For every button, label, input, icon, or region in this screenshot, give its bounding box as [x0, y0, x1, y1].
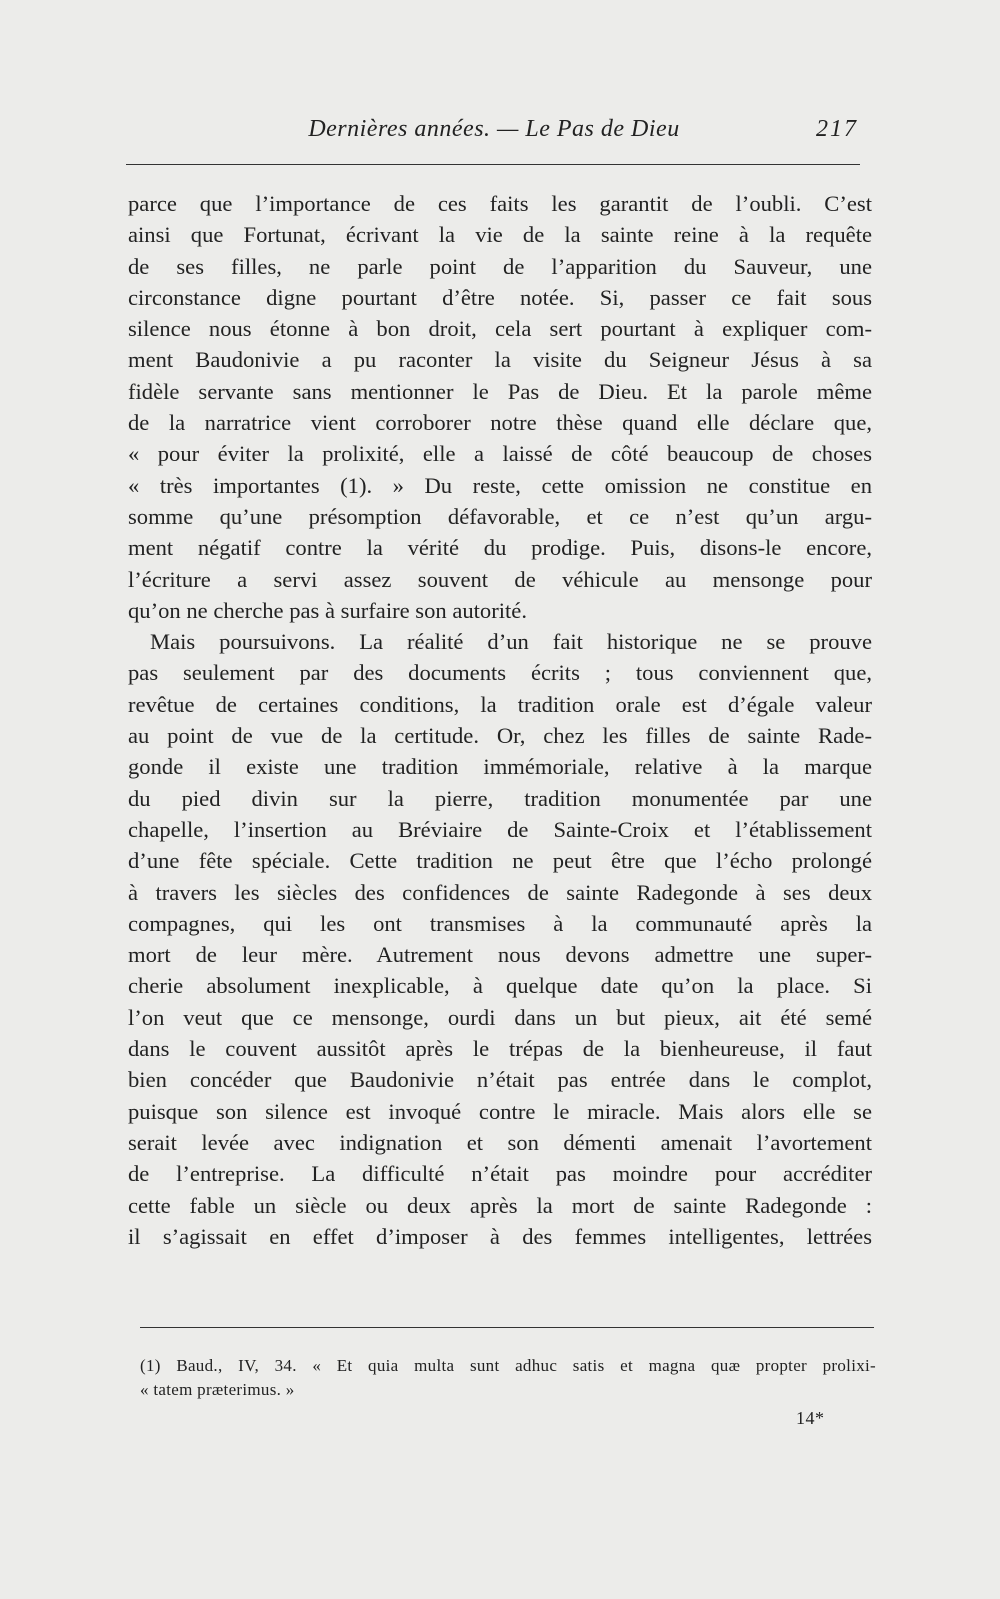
- text-line: dans le couvent aussitôt après le trépas de la bienheureuse, il faut: [128, 1036, 872, 1062]
- text-line: l’écriture a servi assez souvent de véhicule au mensonge pour: [128, 566, 872, 592]
- text-line: compagnes, qui les ont transmises à la communauté après la: [128, 910, 872, 936]
- header-rule: [126, 164, 860, 165]
- text-line: de l’entreprise. La difficulté n’était pas moindre pour accréditer: [128, 1161, 872, 1187]
- text-line: gonde il existe une tradition immémoriale, relative à la marque: [128, 754, 872, 780]
- text-line: cette fable un siècle ou deux après la mort de sainte Radegonde :: [128, 1192, 872, 1218]
- text-line: mort de leur mère. Autrement nous devons admettre une super-: [128, 942, 872, 968]
- text-line: cherie absolument inexplicable, à quelque date qu’on la place. Si: [128, 973, 872, 999]
- text-line: ment négatif contre la vérité du prodige. Puis, disons-le encore,: [128, 535, 872, 561]
- body-text: [128, 188, 872, 1252]
- text-line: « pour éviter la prolixité, elle a laissé de côté beaucoup de choses: [128, 441, 872, 467]
- text-line: d’une fête spéciale. Cette tradition ne peut être que l’écho prolongé: [128, 848, 872, 874]
- signature-mark: 14*: [796, 1408, 825, 1428]
- text-line: de ses filles, ne parle point de l’apparition du Sauveur, une: [128, 253, 872, 279]
- text-line: chapelle, l’insertion au Bréviaire de Sainte-Croix et l’établissement: [128, 816, 872, 842]
- text-line: serait levée avec indignation et son démenti amenait l’avortement: [128, 1129, 872, 1155]
- text-line: « très importantes (1). » Du reste, cette omission ne constitue en: [128, 472, 872, 498]
- text-line: somme qu’une présomption défavorable, et ce n’est qu’un argu-: [128, 503, 872, 529]
- text-line: du pied divin sur la pierre, tradition monumentée par une: [128, 785, 872, 811]
- footnote-rule: [140, 1327, 874, 1328]
- footnote: [140, 1354, 876, 1402]
- text-line: silence nous étonne à bon droit, cela sert pourtant à expliquer com-: [128, 316, 872, 342]
- text-line: revêtue de certaines conditions, la tradition orale est d’égale valeur: [128, 691, 872, 717]
- text-line: à travers les siècles des confidences de sainte Radegonde à ses deux: [128, 879, 872, 905]
- text-line: puisque son silence est invoqué contre le miracle. Mais alors elle se: [128, 1098, 872, 1124]
- text-line: circonstance digne pourtant d’être notée. Si, passer ce fait sous: [128, 284, 872, 310]
- text-line: bien concéder que Baudonivie n’était pas entrée dans le complot,: [128, 1067, 872, 1093]
- page-number: 217: [816, 116, 858, 142]
- running-head: [126, 112, 862, 152]
- text-line: Mais poursuivons. La réalité d’un fait historique ne se prouve: [150, 629, 872, 655]
- running-title: Dernières années. — Le Pas de Dieu: [308, 116, 680, 142]
- footnote-line: (1) Baud., IV, 34. « Et quia multa sunt adhuc satis et magna quæ propter prolixi-: [140, 1356, 876, 1375]
- text-line: l’on veut que ce mensonge, ourdi dans un but pieux, ait été semé: [128, 1004, 872, 1030]
- text-line: qu’on ne cherche pas à surfaire son autorité.: [128, 597, 527, 623]
- text-line: fidèle servante sans mentionner le Pas de Dieu. Et la parole même: [128, 378, 872, 404]
- text-line: ment Baudonivie a pu raconter la visite du Seigneur Jésus à sa: [128, 347, 872, 373]
- text-line: au point de vue de la certitude. Or, chez les filles de sainte Rade-: [128, 723, 872, 749]
- text-line: pas seulement par des documents écrits ; tous conviennent que,: [128, 660, 872, 686]
- text-line: parce que l’importance de ces faits les garantit de l’oubli. C’est: [128, 191, 872, 216]
- text-line: ainsi que Fortunat, écrivant la vie de la sainte reine à la requête: [128, 222, 872, 248]
- footnote-line: « tatem præterimus. »: [140, 1380, 295, 1399]
- text-line: de la narratrice vient corroborer notre thèse quand elle déclare que,: [128, 410, 872, 436]
- text-line: il s’agissait en effet d’imposer à des femmes intelligentes, lettrées: [128, 1223, 872, 1249]
